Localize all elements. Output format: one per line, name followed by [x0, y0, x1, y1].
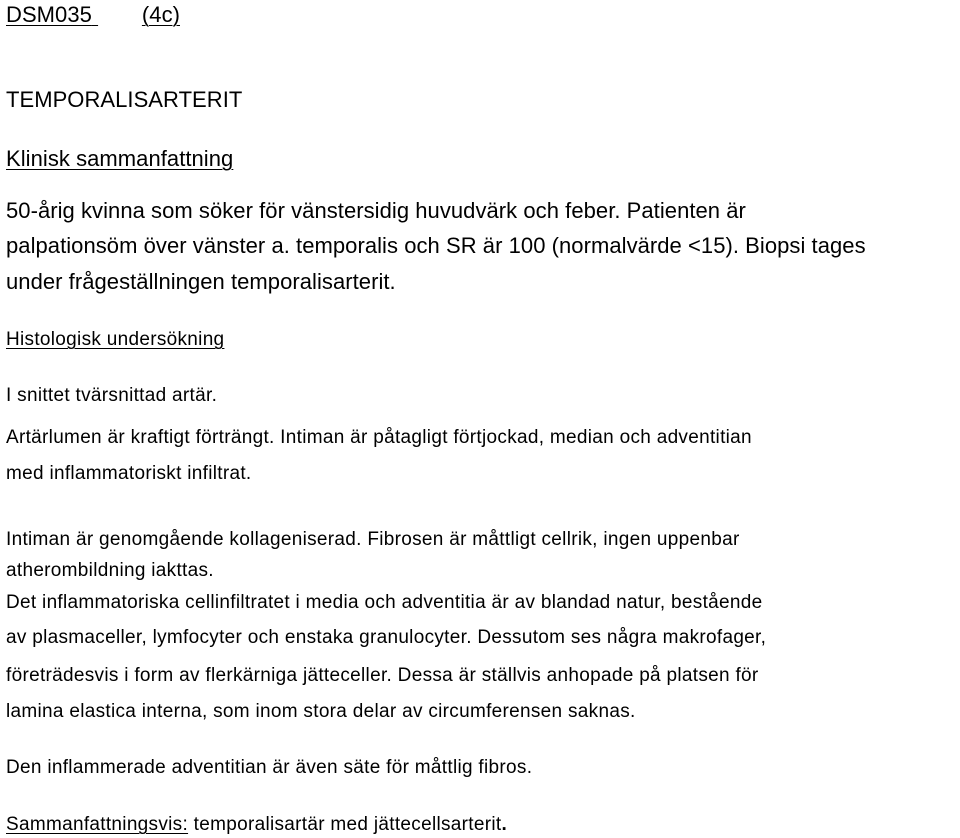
- histology-text-line: lamina elastica interna, som inom stora delar av circumferensen saknas.: [6, 701, 636, 722]
- histology-text-line: atherombildning iakttas.: [6, 560, 214, 581]
- header-spacer: [92, 4, 142, 26]
- clinical-summary-heading: Klinisk sammanfattning: [6, 146, 234, 171]
- document-title: TEMPORALISARTERIT: [6, 87, 243, 112]
- histology-text-line: Det inflammatoriska cellinfiltratet i media och adventitia är av blandad natur, bestående: [6, 592, 763, 613]
- clinical-text-line: palpationsöm över vänster a. temporalis och SR är 100 (normalvärde <15). Biopsi tages: [6, 233, 866, 258]
- histology-text-line: Den inflammerade adventitian är även säte för måttlig fibros.: [6, 757, 533, 778]
- document-code: DSM035: [6, 2, 92, 27]
- summary-text: temporalisartär med jättecellsarterit: [188, 814, 502, 835]
- histology-text-line: av plasmaceller, lymfocyter och enstaka granulocyter. Dessutom ses några makrofager,: [6, 627, 767, 648]
- clinical-text-line: under frågeställningen temporalisarterit.: [6, 269, 396, 294]
- histology-heading: Histologisk undersökning: [6, 329, 225, 350]
- summary-line: [6, 815, 507, 834]
- histology-text-line: med inflammatoriskt infiltrat.: [6, 463, 252, 484]
- histology-text-line: företrädesvis i form av flerkärniga jätteceller. Dessa är ställvis anhopade på platsen för: [6, 665, 759, 686]
- histology-text-line: I snittet tvärsnittad artär.: [6, 385, 218, 406]
- histology-text-line: Artärlumen är kraftigt förträngt. Intiman är påtagligt förtjockad, median och adventitian: [6, 427, 752, 448]
- document-header: [6, 4, 180, 26]
- histology-text-line: Intiman är genomgående kollageniserad. Fibrosen är måttligt cellrik, ingen uppenbar: [6, 529, 740, 550]
- clinical-text-line: 50-årig kvinna som söker för vänstersidig huvudvärk och feber. Patienten är: [6, 198, 746, 223]
- document-number: (4c): [141, 2, 180, 27]
- summary-label: Sammanfattningsvis:: [6, 814, 189, 835]
- summary-end: .: [501, 814, 508, 835]
